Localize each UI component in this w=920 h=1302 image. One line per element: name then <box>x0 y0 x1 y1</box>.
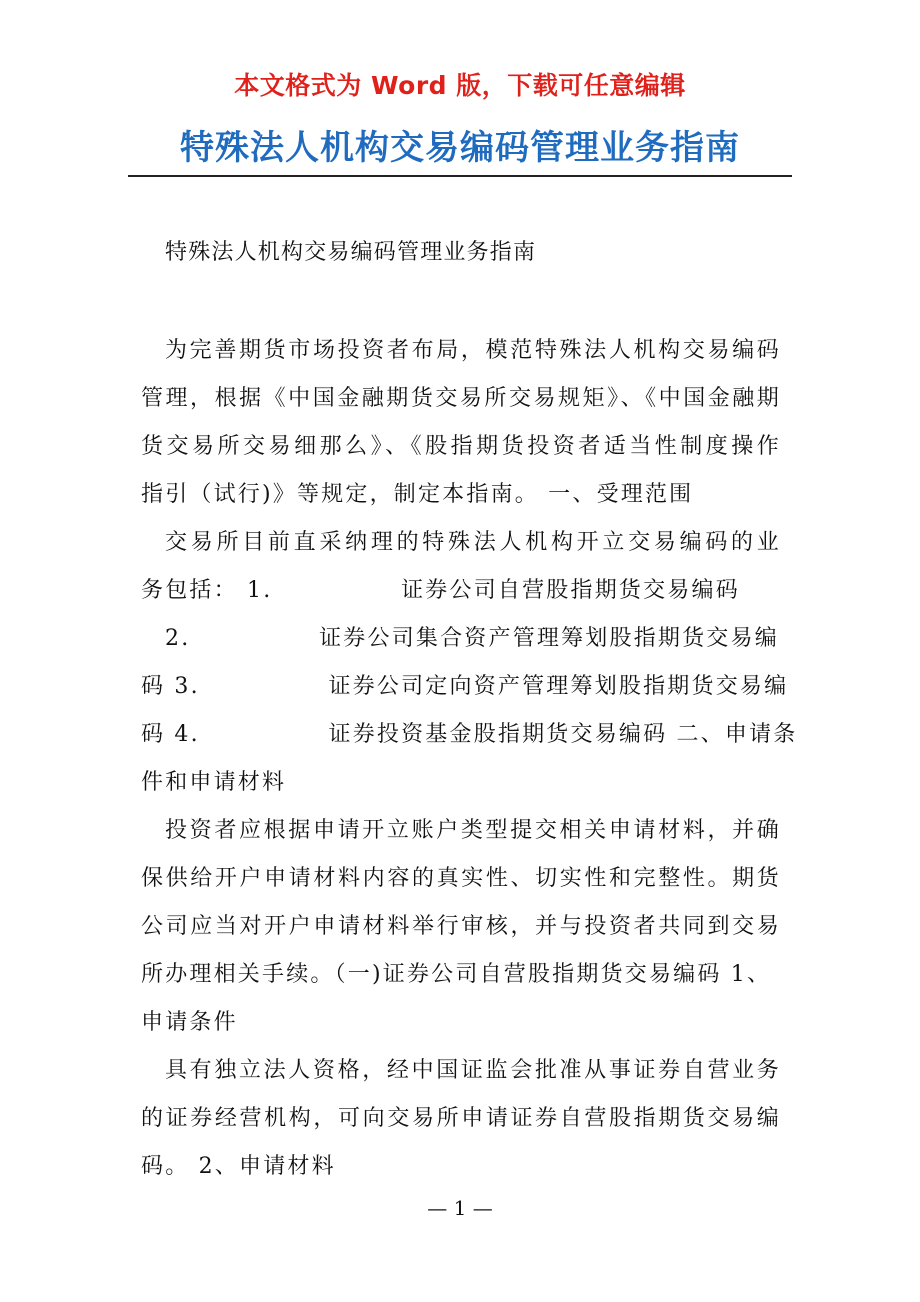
paragraph-line: 具有独立法人资格，经中国证监会批准从事证券自营业务 <box>165 1058 781 1083</box>
paragraph-line: 2. 证券公司集合资产管理筹划股指期货交易编 <box>165 626 779 651</box>
paragraph-line: 公司应当对开户申请材料举行审核，并与投资者共同到交易 <box>141 914 781 939</box>
paragraph-line: 所办理相关手续。（一)证券公司自营股指期货交易编码 1、 <box>141 962 772 987</box>
paragraph-line: 投资者应根据申请开立账户类型提交相关申请材料，并确 <box>165 818 781 843</box>
format-banner: 本文格式为 Word 版，下载可任意编辑 <box>234 71 686 100</box>
paragraph-line: 码 3. 证券公司定向资产管理筹划股指期货交易编 <box>141 674 789 699</box>
paragraph-line: 码 4. 证券投资基金股指期货交易编码 二、申请条 <box>141 722 798 747</box>
document-title: 特殊法人机构交易编码管理业务指南 <box>180 128 740 168</box>
title-divider <box>128 175 792 177</box>
paragraph-line: 交易所目前直采纳理的特殊法人机构开立交易编码的业 <box>165 530 781 555</box>
paragraph-line: 为完善期货市场投资者布局，模范特殊法人机构交易编码 <box>165 338 781 363</box>
body-subtitle: 特殊法人机构交易编码管理业务指南 <box>165 240 537 265</box>
paragraph-line: 保供给开户申请材料内容的真实性、切实性和完整性。期货 <box>141 866 781 891</box>
paragraph-line: 码。 2、申请材料 <box>141 1154 336 1179</box>
paragraph-line: 件和申请材料 <box>141 770 287 795</box>
paragraph-line: 货交易所交易细那么》、《股指期货投资者适当性制度操作 <box>141 434 781 459</box>
paragraph-line: 务包括： 1. 证券公司自营股指期货交易编码 <box>141 578 740 603</box>
page-number: — 1 — <box>427 1196 493 1220</box>
paragraph-line: 指引（试行)》等规定，制定本指南。 一、受理范围 <box>141 482 694 507</box>
paragraph-line: 申请条件 <box>141 1010 238 1035</box>
paragraph-line: 管理，根据《中国金融期货交易所交易规矩》、《中国金融期 <box>141 386 781 411</box>
paragraph-line: 的证券经营机构，可向交易所申请证券自营股指期货交易编 <box>141 1106 781 1131</box>
